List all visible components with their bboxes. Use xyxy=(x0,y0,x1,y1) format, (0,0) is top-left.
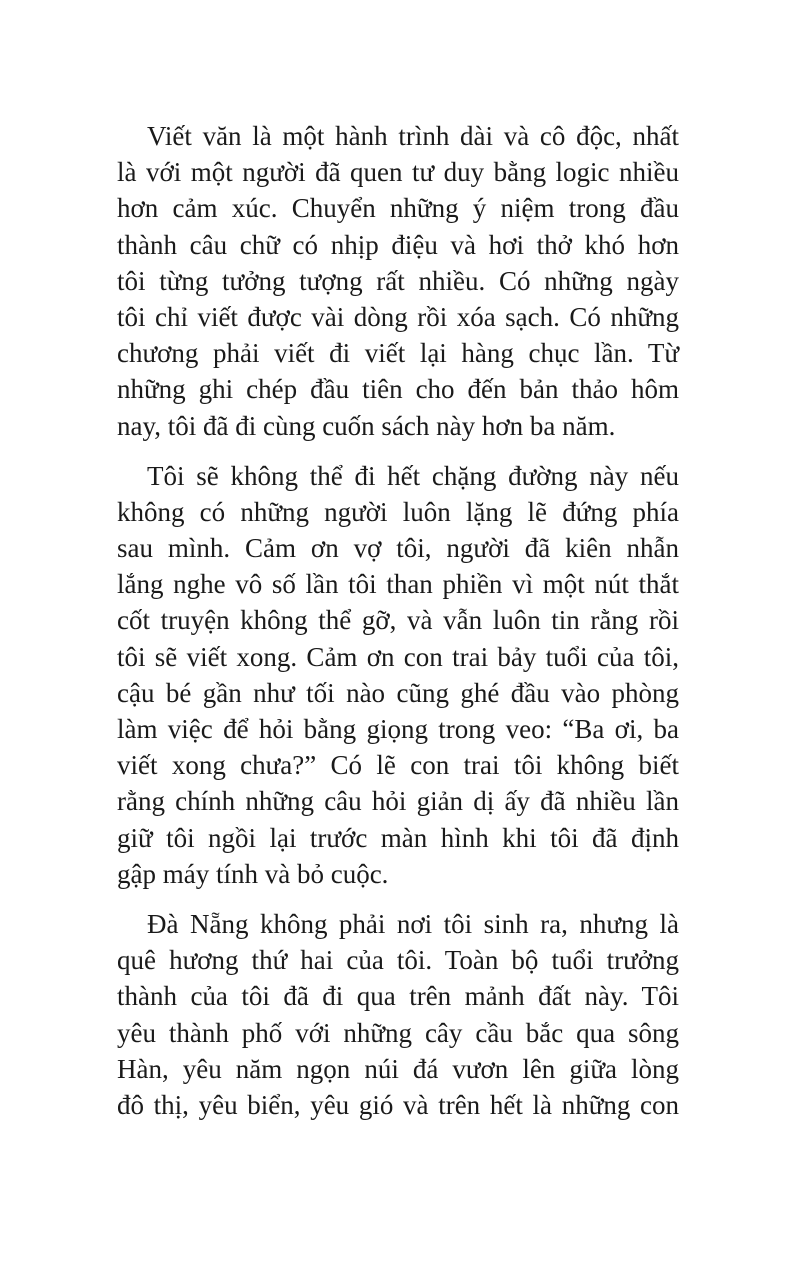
text-line: sau mình. Cảm ơn vợ tôi, người đã kiên nhẫn xyxy=(117,533,679,564)
text-line: làm việc để hỏi bằng giọng trong veo: “Ba ơi, ba xyxy=(117,714,679,744)
text-line: gập máy tính và bỏ cuộc. xyxy=(117,858,389,889)
paragraph xyxy=(117,458,679,892)
text-line: yêu thành phố với những cây cầu bắc qua sông xyxy=(117,1017,679,1048)
text-line: thành câu chữ có nhịp điệu và hơi thở khó hơn xyxy=(117,229,679,260)
text-line: hơn cảm xúc. Chuyển những ý niệm trong đầu xyxy=(117,193,679,224)
text-line: chương phải viết đi viết lại hàng chục lần. Từ xyxy=(117,338,679,369)
text-line: Hàn, yêu năm ngọn núi đá vươn lên giữa lòng xyxy=(117,1053,679,1084)
text-line: cậu bé gần như tối nào cũng ghé đầu vào phòng xyxy=(117,677,679,708)
text-line: rằng chính những câu hỏi giản dị ấy đã nhiều lần xyxy=(117,786,679,817)
text-line: là với một người đã quen tư duy bằng logic nhiều xyxy=(117,157,679,188)
text-line: giữ tôi ngồi lại trước màn hình khi tôi đã định xyxy=(117,822,679,853)
text-line: Tôi sẽ không thể đi hết chặng đường này nếu xyxy=(147,460,679,491)
text-line: những ghi chép đầu tiên cho đến bản thảo hôm xyxy=(117,374,679,405)
text-line: lắng nghe vô số lần tôi than phiền vì một nút thắt xyxy=(117,569,679,600)
text-line: thành của tôi đã đi qua trên mảnh đất này. Tôi xyxy=(117,981,679,1012)
text-line: Đà Nẵng không phải nơi tôi sinh ra, nhưng là xyxy=(147,908,679,939)
paragraph xyxy=(117,118,679,444)
text-line: quê hương thứ hai của tôi. Toàn bộ tuổi trưởng xyxy=(117,945,679,976)
body-text xyxy=(117,118,679,1137)
text-line: tôi từng tưởng tượng rất nhiều. Có những ngày xyxy=(117,265,679,296)
text-line: tôi chỉ viết được vài dòng rồi xóa sạch. Có những xyxy=(117,301,679,332)
text-line: đô thị, yêu biển, yêu gió và trên hết là những con xyxy=(117,1089,679,1120)
paragraph xyxy=(117,906,679,1123)
text-line: không có những người luôn lặng lẽ đứng phía xyxy=(117,496,679,527)
text-line: cốt truyện không thể gỡ, và vẫn luôn tin rằng rồi xyxy=(117,605,679,636)
text-line: tôi sẽ viết xong. Cảm ơn con trai bảy tuổi của tôi, xyxy=(117,641,679,672)
text-line: viết xong chưa?” Có lẽ con trai tôi không biết xyxy=(117,750,679,781)
text-line: Viết văn là một hành trình dài và cô độc, nhất xyxy=(147,121,679,151)
text-line: nay, tôi đã đi cùng cuốn sách này hơn ba năm. xyxy=(117,410,616,441)
